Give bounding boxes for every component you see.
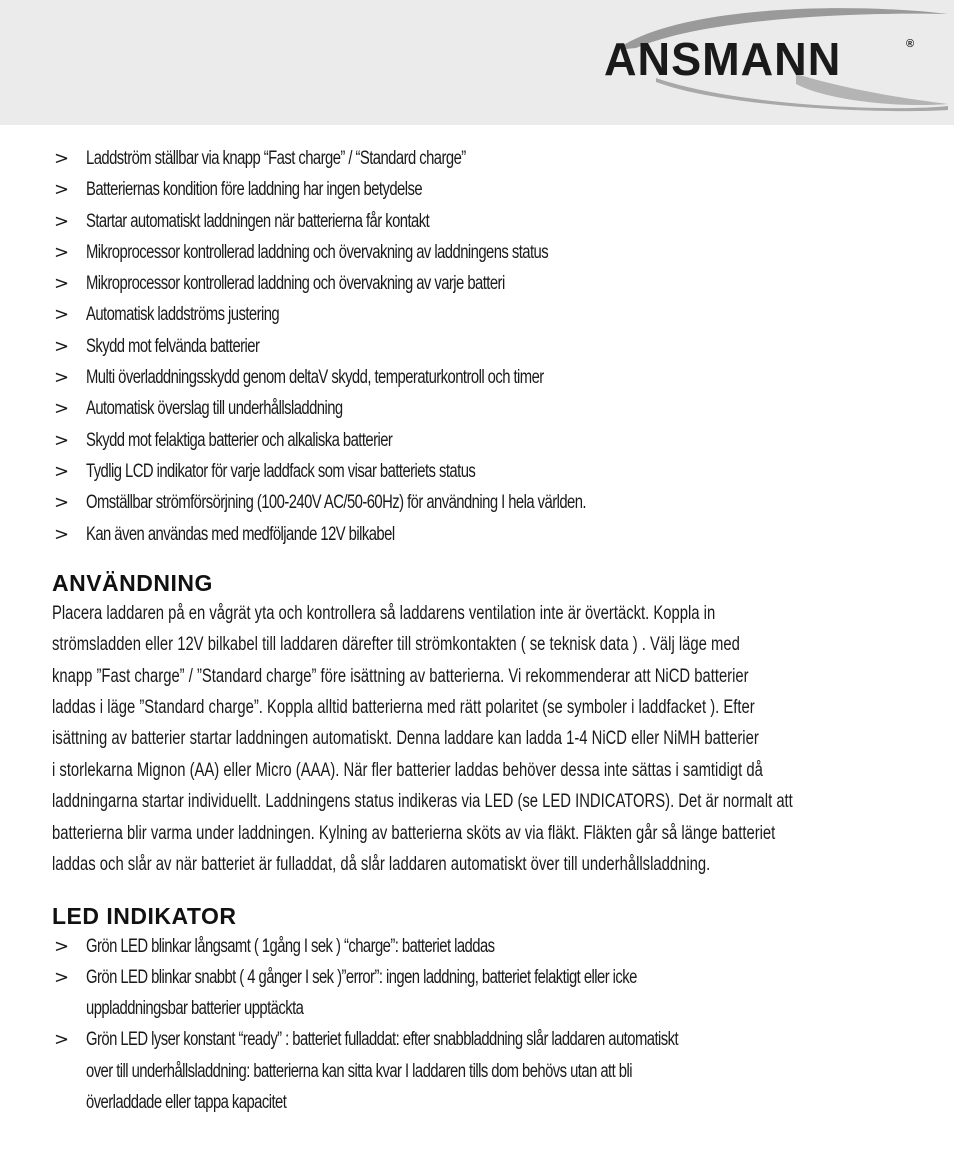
usage-text-line: Placera laddaren på en vågrät yta och kontrollera så laddarens ventilation inte är övertäckt. Koppla in (52, 602, 716, 624)
feature-item (52, 299, 912, 330)
bullet-marker: > (54, 367, 69, 389)
feature-item (52, 174, 912, 205)
usage-text-line: strömsladden eller 12V bilkabel till laddaren därefter till strömkontakten ( se teknisk data ) . Välj läge med (52, 634, 740, 656)
feature-text: Mikroprocessor kontrollerad laddning och övervakning av laddningens status (86, 241, 549, 263)
feature-item (52, 143, 912, 174)
led-item (52, 931, 912, 962)
bullet-marker: > (54, 429, 69, 451)
led-section (52, 901, 912, 1119)
bullet-marker: > (54, 398, 69, 420)
page-header (0, 0, 954, 125)
usage-text-line: laddas och slår av när batteriet är fulladdat, då slår laddaren automatiskt över till underhållsladdning. (52, 854, 711, 876)
led-list (52, 931, 912, 1119)
feature-list (52, 143, 912, 550)
page-content (52, 143, 912, 1118)
feature-item (52, 362, 912, 393)
led-text-line: Grön LED lyser konstant “ready” : batteriet fulladdat: efter snabbladdning slår laddaren automatiskt (86, 1029, 679, 1051)
feature-item (52, 331, 912, 362)
usage-paragraph (52, 598, 912, 881)
led-item (52, 962, 912, 1025)
feature-text: Tydlig LCD indikator för varje laddfack som visar batteriets status (86, 460, 476, 482)
usage-text-line: isättning av batterier startar laddningen automatiskt. Denna laddare kan ladda 1-4 NiCD eller NiMH batterier (52, 728, 759, 750)
bullet-marker: > (54, 179, 69, 201)
feature-text: Startar automatiskt laddningen när batterierna får kontakt (86, 210, 430, 232)
feature-item (52, 268, 912, 299)
ansmann-logo (596, 8, 950, 112)
logo-wordmark: ANSMANN (604, 33, 842, 85)
bullet-marker: > (54, 492, 69, 514)
feature-text: Omställbar strömförsörjning (100-240V AC/50-60Hz) för användning I hela världen. (86, 492, 587, 514)
registered-mark: ® (906, 38, 915, 50)
bullet-marker: > (54, 335, 69, 357)
bullet-marker: > (54, 273, 69, 295)
feature-item (52, 206, 912, 237)
usage-section (52, 568, 912, 881)
led-text-line: överladdade eller tappa kapacitet (86, 1092, 287, 1113)
led-heading: LED INDIKATOR (52, 902, 237, 929)
usage-heading: ANVÄNDNING (52, 569, 213, 596)
usage-text-line: laddas i läge ”Standard charge”. Koppla alltid batterierna med rätt polaritet (se symboler i laddfacket ). Efter (52, 697, 755, 719)
bullet-marker: > (54, 966, 69, 988)
bullet-marker: > (54, 241, 69, 263)
feature-item (52, 456, 912, 487)
feature-text: Multi överladdningsskydd genom deltaV skydd, temperaturkontroll och timer (86, 367, 544, 389)
bullet-marker: > (54, 148, 69, 169)
feature-text: Kan även användas med medföljande 12V bilkabel (86, 523, 395, 545)
led-item (52, 1024, 912, 1118)
feature-item (52, 519, 912, 550)
bullet-marker: > (54, 935, 69, 957)
usage-text-line: i storlekarna Mignon (AA) eller Micro (AAA). När fler batterier laddas behöver dessa inte sättas i samtidigt då (52, 759, 763, 781)
feature-item (52, 487, 912, 518)
feature-item (52, 393, 912, 424)
bullet-marker: > (54, 1029, 69, 1051)
led-text-line: Grön LED blinkar långsamt ( 1gång I sek ) “charge”: batteriet laddas (86, 935, 495, 957)
led-text-line: over till underhållsladdning: batterierna kan sitta kvar I laddaren tills dom behövs utan att bli (86, 1060, 632, 1082)
led-text-line: Grön LED blinkar snabbt ( 4 gånger I sek )”error”: ingen laddning, batteriet felaktigt eller icke (86, 966, 637, 988)
bullet-marker: > (54, 460, 69, 482)
feature-text: Mikroprocessor kontrollerad laddning och övervakning av varje batteri (86, 273, 505, 295)
usage-text-line: laddningarna startar individuellt. Laddningens status indikeras via LED (se LED INDICATORS). Det är normalt att (52, 791, 793, 813)
bullet-marker: > (54, 304, 69, 326)
usage-text-line: knapp ”Fast charge” / ”Standard charge” före isättning av batterierna. Vi rekommenderar att NiCD batterier (52, 665, 749, 687)
usage-text-line: batterierna blir varma under laddningen. Kylning av batterierna sköts av via fläkt. Fläkten går så länge batteriet (52, 822, 776, 844)
feature-text: Automatisk laddströms justering (86, 304, 280, 326)
feature-item (52, 425, 912, 456)
feature-text: Skydd mot felvända batterier (86, 335, 260, 357)
led-text-line: uppladdningsbar batterier upptäckta (86, 998, 304, 1020)
bullet-marker: > (54, 210, 69, 232)
feature-text: Laddström ställbar via knapp “Fast charge” / “Standard charge” (86, 148, 466, 169)
feature-text: Batteriernas kondition före laddning har ingen betydelse (86, 179, 423, 201)
bullet-marker: > (54, 523, 69, 545)
feature-text: Skydd mot felaktiga batterier och alkaliska batterier (86, 429, 393, 451)
feature-item (52, 237, 912, 268)
feature-text: Automatisk överslag till underhållsladdning (86, 398, 343, 420)
